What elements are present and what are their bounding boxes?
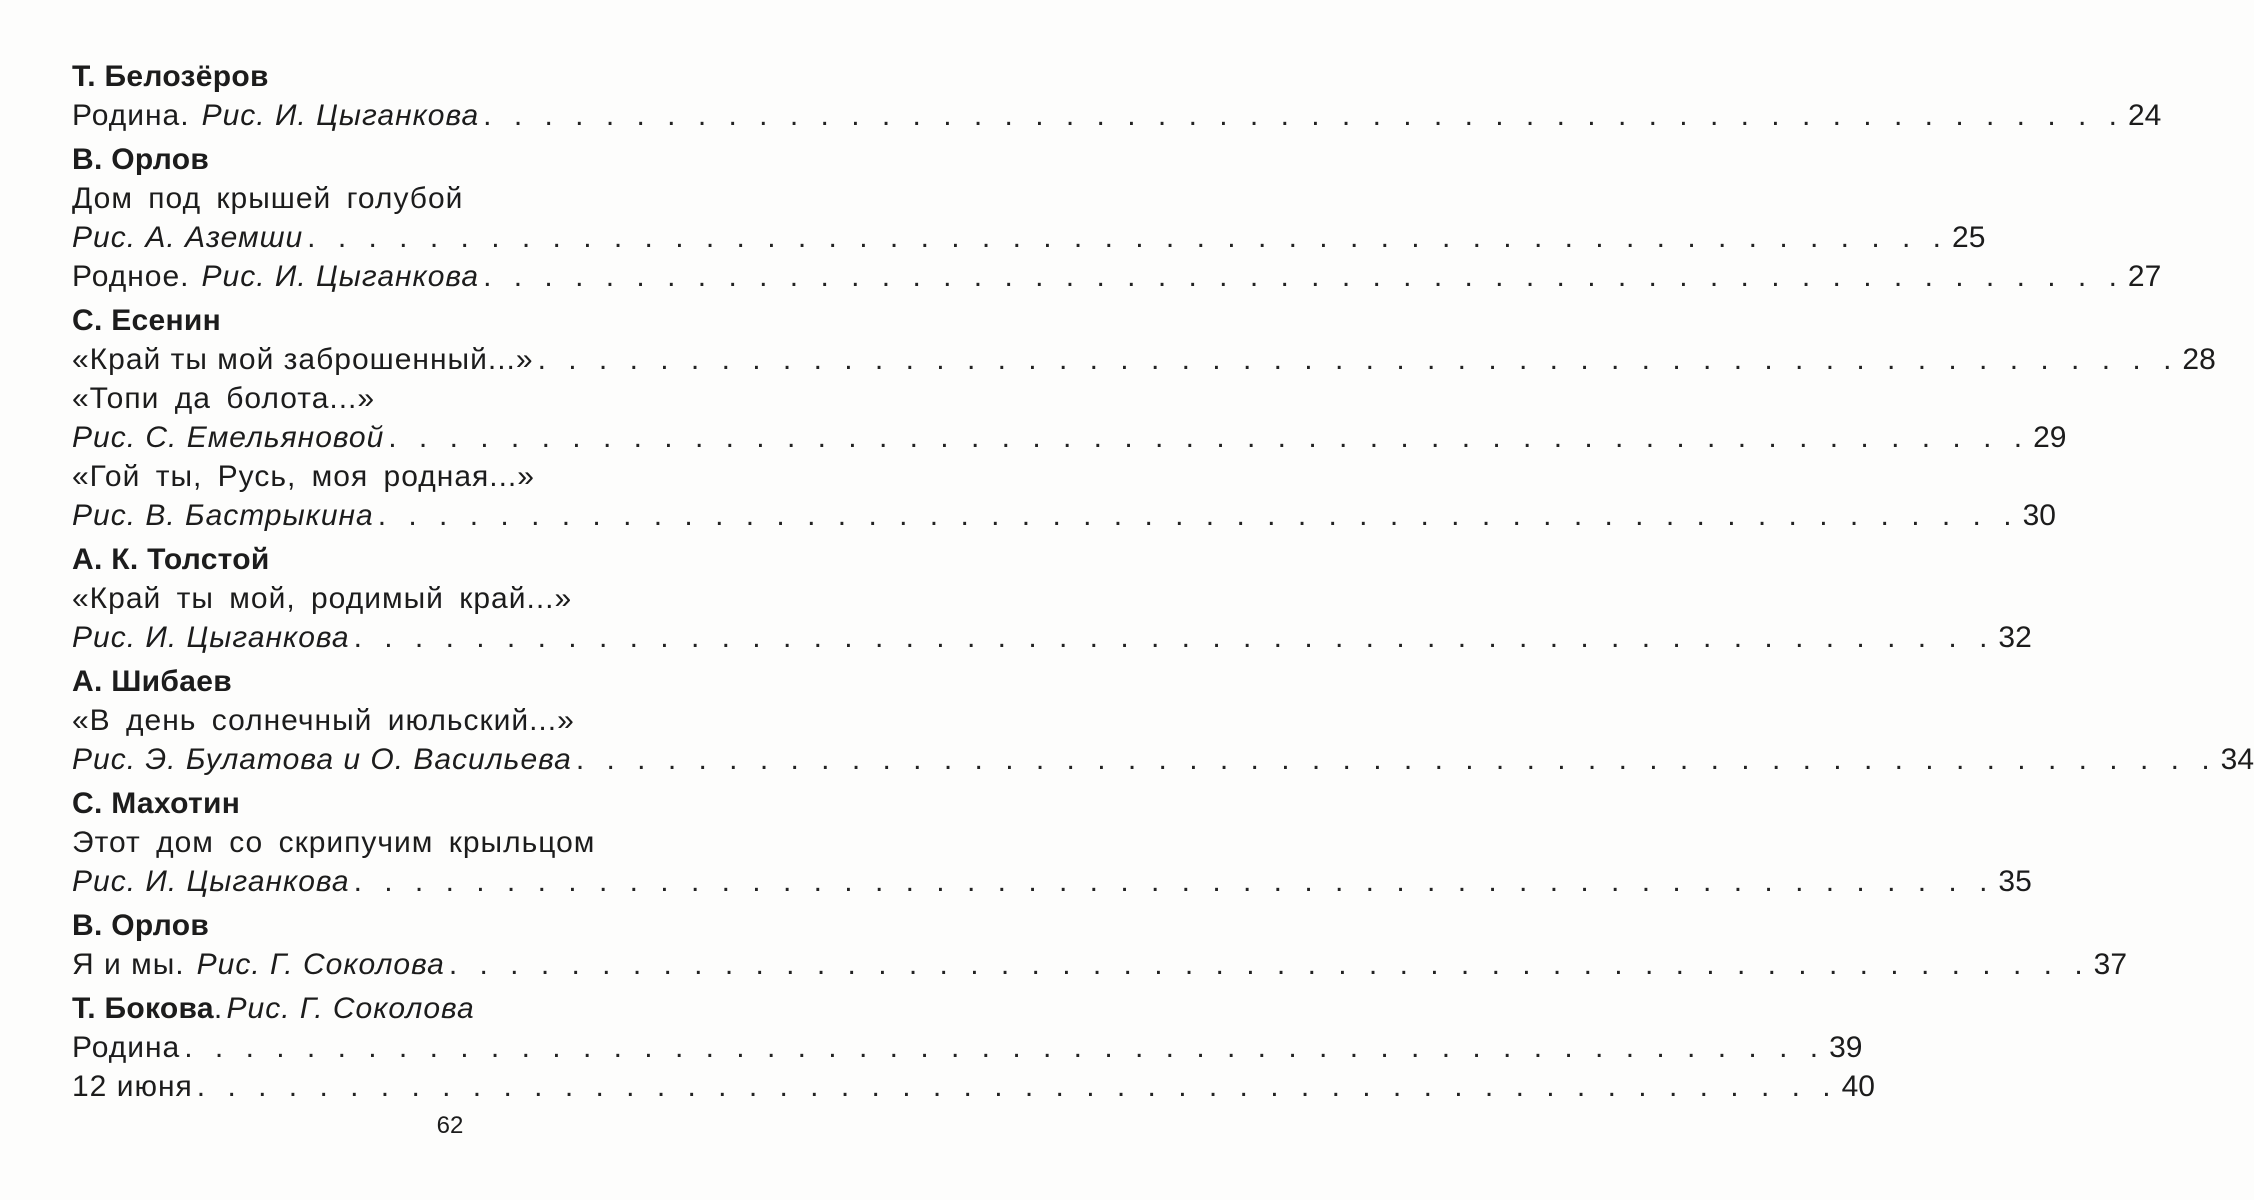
- entry-title: Родина.: [72, 99, 190, 132]
- entry-illustrator: Рис. И. Цыганкова: [72, 621, 350, 654]
- page-number: 62: [436, 1112, 464, 1139]
- entry-page-number: 25: [1952, 221, 1986, 254]
- entry-page-number: 24: [2128, 99, 2162, 132]
- toc-entry[interactable]: [72, 96, 2162, 135]
- dot-leader: . . . . . . . . . . . . . . . . . . . . . . . . . . . . . . . . . . . . . . . . . . . . . . . . . . . . . .: [537, 343, 2179, 376]
- entry-title: «Край ты мой заброшенный...»: [72, 343, 534, 376]
- entry-title: Я и мы.: [72, 948, 185, 981]
- dot-leader: . . . . . . . . . . . . . . . . . . . . . . . . . . . . . . . . . . . . . . . . . . . . . . . . . . . . . .: [196, 1070, 1838, 1103]
- entry-title[interactable]: «В день солнечный июльский...»: [72, 704, 575, 737]
- toc-entry[interactable]: [72, 862, 2032, 901]
- entry-illustrator: Рис. С. Емельяновой: [72, 421, 385, 454]
- author-illustrator: Рис. Г. Соколова: [226, 992, 475, 1025]
- author-heading: [72, 990, 812, 1028]
- toc-entry[interactable]: [72, 340, 2216, 379]
- author-heading: С. Есенин: [72, 304, 222, 337]
- dot-leader: . . . . . . . . . . . . . . . . . . . . . . . . . . . . . . . . . . . . . . . . . . . . . . . . . . . . . .: [307, 221, 1949, 254]
- dot-leader: . . . . . . . . . . . . . . . . . . . . . . . . . . . . . . . . . . . . . . . . . . . . . . . . . . . . . .: [388, 421, 2030, 454]
- toc-entry[interactable]: [72, 618, 2032, 657]
- table-of-contents: [72, 58, 2254, 1106]
- entry-illustrator: Рис. И. Цыганкова: [201, 99, 480, 132]
- entry-illustrator: Рис. А. Аземши: [72, 221, 304, 254]
- author-heading: В. Орлов: [72, 143, 210, 176]
- author-heading: В. Орлов: [72, 909, 210, 942]
- entry-illustrator: Рис. Г. Соколова: [196, 948, 445, 981]
- entry-title: Родина: [72, 1031, 181, 1064]
- toc-entry[interactable]: [72, 945, 2128, 984]
- entry-illustrator: Рис. И. Цыганкова: [201, 260, 480, 293]
- dot-leader: . . . . . . . . . . . . . . . . . . . . . . . . . . . . . . . . . . . . . . . . . . . . . . . . . . . . . .: [353, 621, 1995, 654]
- entry-page-number: 37: [2093, 948, 2128, 981]
- entry-page-number: 40: [1841, 1070, 1875, 1103]
- author-name: Т. Бокова: [72, 992, 214, 1025]
- dot-leader: . . . . . . . . . . . . . . . . . . . . . . . . . . . . . . . . . . . . . . . . . . . . . . . . . . . . . .: [448, 948, 2090, 981]
- toc-entry[interactable]: [72, 1028, 1863, 1067]
- dot-leader: . . . . . . . . . . . . . . . . . . . . . . . . . . . . . . . . . . . . . . . . . . . . . . . . . . . . . .: [377, 499, 2019, 532]
- entry-page-number: 30: [2022, 499, 2056, 532]
- entry-illustrator: Рис. Э. Булатова и О. Васильева: [72, 743, 572, 776]
- dot-leader: . . . . . . . . . . . . . . . . . . . . . . . . . . . . . . . . . . . . . . . . . . . . . . . . . . . . . .: [353, 865, 1995, 898]
- toc-entry[interactable]: [72, 740, 2254, 779]
- entry-page-number: 28: [2182, 343, 2216, 376]
- author-heading: Т. Белозёров: [72, 60, 269, 93]
- toc-entry[interactable]: [72, 496, 2056, 535]
- entry-title[interactable]: «Гой ты, Русь, моя родная...»: [72, 460, 535, 493]
- author-name-period: .: [213, 992, 223, 1025]
- entry-title[interactable]: «Край ты мой, родимый край...»: [72, 582, 573, 615]
- dot-leader: . . . . . . . . . . . . . . . . . . . . . . . . . . . . . . . . . . . . . . . . . . . . . . . . . . . . . .: [184, 1031, 1826, 1064]
- entry-page-number: 35: [1998, 865, 2032, 898]
- toc-entry[interactable]: [72, 218, 1986, 257]
- entry-page-number: 39: [1829, 1031, 1863, 1064]
- dot-leader: . . . . . . . . . . . . . . . . . . . . . . . . . . . . . . . . . . . . . . . . . . . . . . . . . . . . . .: [575, 743, 2217, 776]
- toc-entry[interactable]: [72, 257, 2162, 296]
- entry-title[interactable]: «Топи да болота...»: [72, 382, 376, 415]
- dot-leader: . . . . . . . . . . . . . . . . . . . . . . . . . . . . . . . . . . . . . . . . . . . . . . . . . . . . . .: [483, 99, 2124, 132]
- dot-leader: . . . . . . . . . . . . . . . . . . . . . . . . . . . . . . . . . . . . . . . . . . . . . . . . . . . . . .: [483, 260, 2124, 293]
- entry-page-number: 27: [2127, 260, 2162, 293]
- entry-page-number: 29: [2033, 421, 2067, 454]
- author-heading: А. Шибаев: [72, 665, 232, 698]
- entry-page-number: 34: [2220, 743, 2254, 776]
- toc-entry[interactable]: [72, 418, 2067, 457]
- entry-illustrator: Рис. В. Бастрыкина: [72, 499, 374, 532]
- author-heading: А. К. Толстой: [72, 543, 270, 576]
- entry-title[interactable]: Этот дом со скрипучим крыльцом: [72, 826, 596, 859]
- toc-entry[interactable]: [72, 1067, 1875, 1106]
- entry-title: 12 июня: [72, 1070, 193, 1103]
- entry-title[interactable]: Дом под крышей голубой: [72, 182, 464, 215]
- entry-illustrator: Рис. И. Цыганкова: [72, 865, 350, 898]
- author-heading: С. Махотин: [72, 787, 241, 820]
- entry-page-number: 32: [1998, 621, 2032, 654]
- entry-title: Родное.: [72, 260, 190, 293]
